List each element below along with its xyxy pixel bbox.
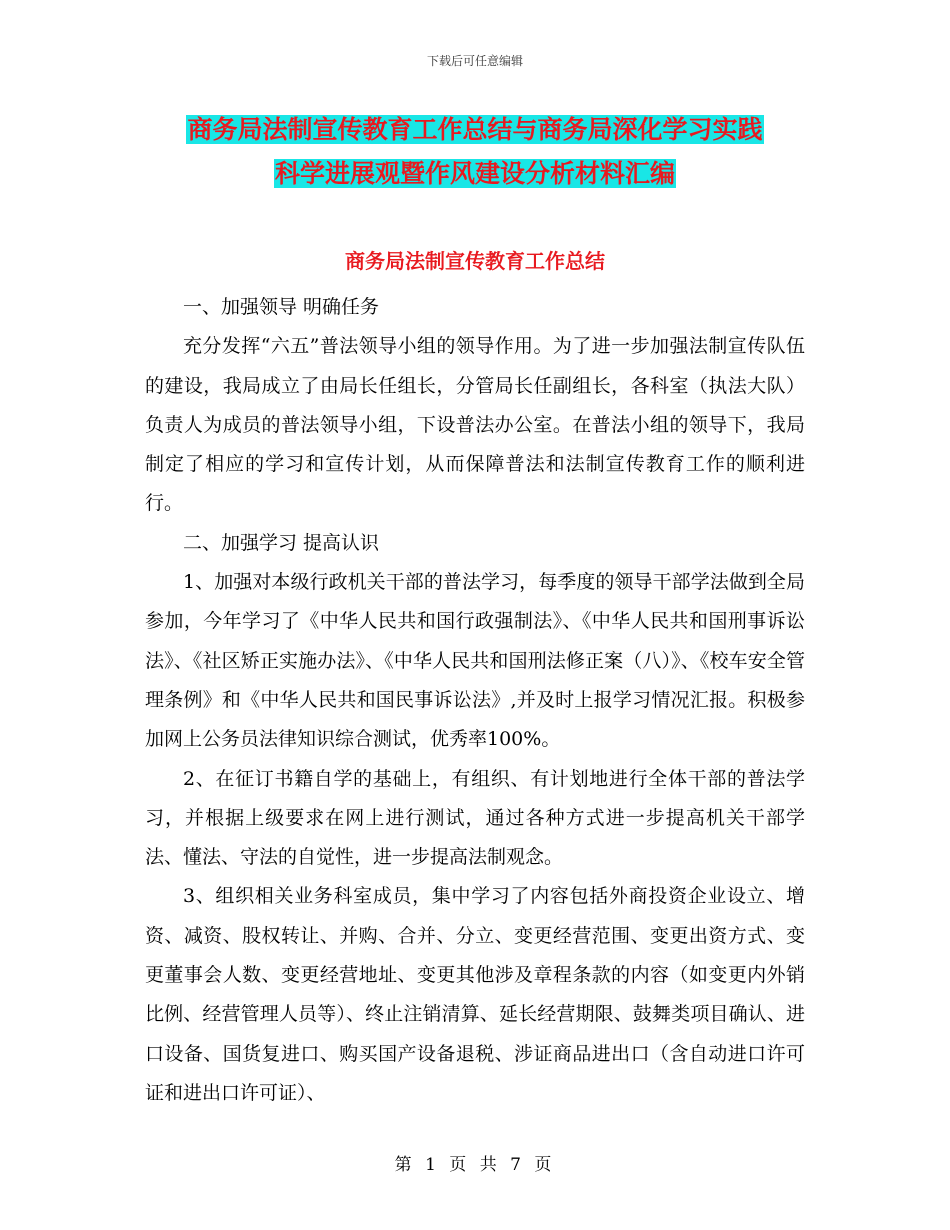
paragraph-study-item-3: 3、组织相关业务科室成员，集中学习了内容包括外商投资企业设立、增资、减资、股权转让、并购、合并、分立、变更经营范围、变更出资方式、变更董事会人数、变更经营地址、变更其他涉及章程条款的内容（如变更内外销比例、经营管理人员等）、终止注销清算、延长经营期限、鼓舞类项目确认、进口设备、国货复进口、购买国产设备退税、涉证商品进出口（含自动进口许可证和进出口许可证）、 [145,885,805,1104]
paragraph-study-item-1: 1、加强对本级行政机关干部的普法学习，每季度的领导干部学法做到全局参加，今年学习了《中华人民共和国行政强制法》、《中华人民共和国刑事诉讼法》、《社区矫正实施办法》、《中华人民共和国刑法修正案（八）》、《校车安全管理条例》和《中华人民共和国民事诉讼法》,并及时上报学习情况汇报。积极参加网上公务员法律知识综合测试，优秀率100%。 [145,571,805,751]
document-title-line-1 [145,112,805,148]
document-body [145,288,805,1113]
paragraph-leadership-group: 充分发挥“六五”普法领导小组的领导作用。为了进一步加强法制宣传队伍的建设，我局成立了由局长任组长，分管局长任副组长，各科室（执法大队）负责人为成员的普法领导小组，下设普法办公室。在普法小组的领导下，我局制定了相应的学习和宣传计划，从而保障普法和法制宣传教育工作的顺利进行。 [145,335,805,515]
paragraph-study-item-2: 2、在征订书籍自学的基础上，有组织、有计划地进行全体干部的普法学习，并根据上级要求在网上进行测试，通过各种方式进一步提高机关干部学法、懂法、守法的自觉性，进一步提高法制观念。 [145,767,805,869]
section-title: 商务局法制宣传教育工作总结 [345,249,605,273]
heading-strengthen-leadership: 一、加强领导 明确任务 [183,296,380,318]
heading-strengthen-study: 二、加强学习 提高认识 [183,531,380,554]
header-note: 下载后可任意编辑 [426,54,523,68]
page-footer: 第 1 页 共 7 页 [394,1155,556,1175]
document-title-line-2-text: 科学进展观暨作风建设分析材料汇编 [274,159,675,188]
document-title-line-2 [145,156,805,192]
document-title-line-1-text: 商务局法制宣传教育工作总结与商务局深化学习实践 [187,115,763,144]
